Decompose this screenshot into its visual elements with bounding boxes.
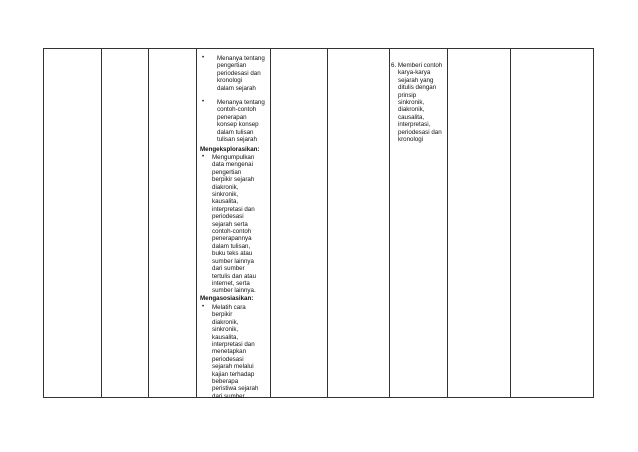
activity-question-1: Menanya tentang pengertian periodesasi dan kronologi dalam sejarah <box>217 55 265 92</box>
activity-associate: Melatih cara berpikir diakronik, sinkronik, kausalita, interpretasi dan menetapkan periodesasi sejarah melalui kajian terhadap beberapa peristiwa sejarah dari sumber <box>212 304 259 400</box>
bullet-icon: • <box>202 55 205 61</box>
heading-associate: Mengasosiasikan: <box>200 295 254 302</box>
column-divider <box>447 49 448 397</box>
bullet-icon: • <box>202 99 205 105</box>
column-divider <box>101 49 102 397</box>
column-divider <box>196 49 197 397</box>
indicator-text: 6. Memberi contoh karya-karya sejarah yang ditulis dengan prinsip sinkronik, diakronik, causalita, interpretasi, periodesasi dan kronologi <box>391 62 443 144</box>
column-divider <box>327 49 328 397</box>
column-divider <box>148 49 149 397</box>
heading-explore: Mengeksplorasikan: <box>200 146 260 153</box>
column-divider <box>270 49 271 397</box>
activity-question-2: Menanya tentang contoh-contoh penerapan konsep konsep dalam tulisan tulisan sejarah <box>217 99 265 144</box>
column-divider <box>510 49 511 397</box>
activity-explore: Mengumpulkan data mengenai pengertian berpikir sejarah diakronik, sinkronik, kausalita, interpretasi dan periodesasi sejarah serta contoh-contoh penerapannya dalam tulisan, buku teks atau sumber lainnya dari sumber tertulis dan atau internet, serta sumber lainnya. <box>212 154 257 295</box>
column-divider <box>389 49 390 397</box>
bullet-icon: • <box>202 154 205 160</box>
lesson-plan-table <box>43 48 594 398</box>
bullet-icon: • <box>202 304 205 310</box>
